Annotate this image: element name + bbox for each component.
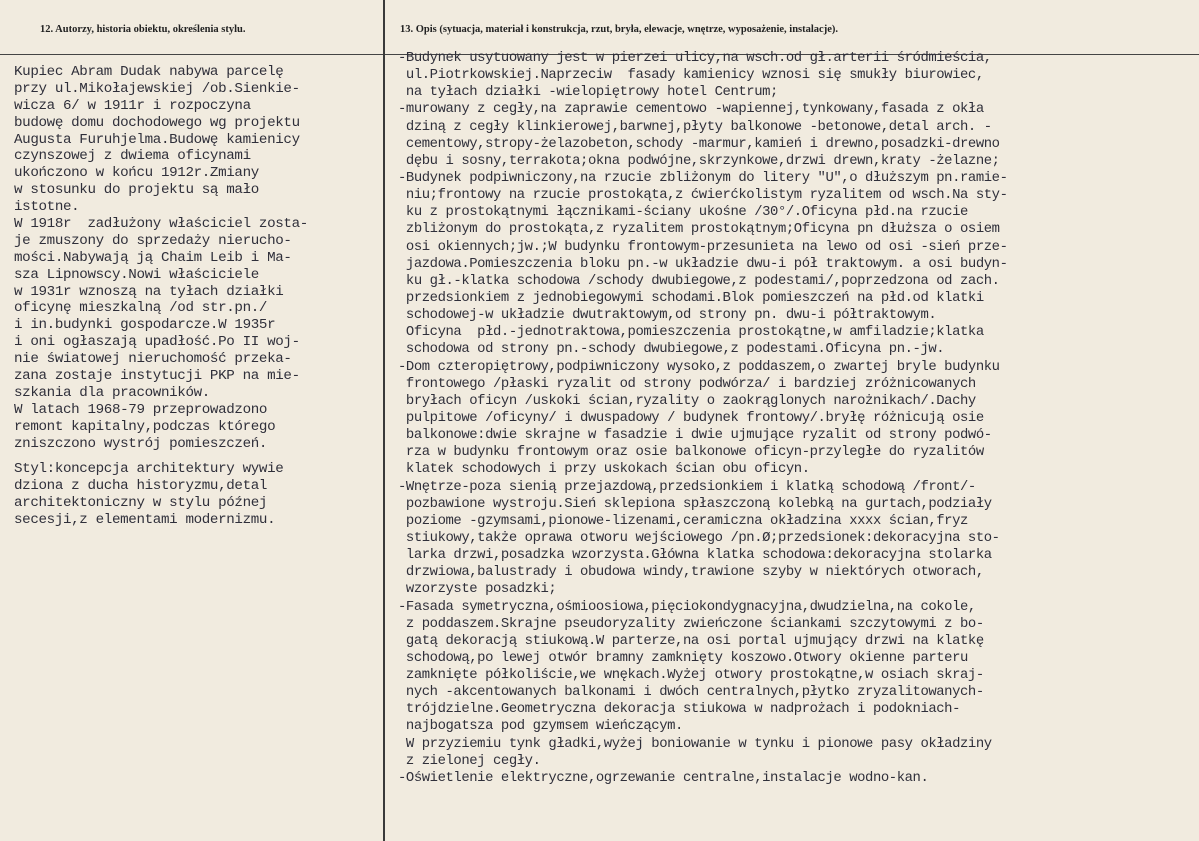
text-line: zana zostaje instytucji PKP na mie- (14, 368, 300, 385)
text-line: w stosunku do projektu są mało (14, 182, 259, 199)
text-line: poziome -gzymsami,pionowe-lizenami,ceramiczna okładzina xxxx ścian,fryz (398, 512, 968, 529)
text-line: -Wnętrze-poza sienią przejazdową,przedsionkiem i klatką schodową /front/- (398, 478, 976, 495)
text-line: nych -akcentowanych balkonami i dwóch centralnych,płytko zryzalitowanych- (398, 684, 984, 701)
style-text (14, 461, 384, 529)
text-line: dębu i sosny,terrakota;okna podwójne,skrzynkowe,drzwi drewn,kraty -żelazne; (398, 152, 1000, 169)
text-line: -Budynek podpiwniczony,na rzucie zbliżonym do litery "U",o dłuższym pn.ramie- (398, 169, 1008, 186)
text-line: klatek schodowych i przy uskokach ścian obu oficyn. (398, 461, 810, 478)
text-line: istotne. (14, 199, 80, 216)
text-line: przy ul.Mikołajewskiej /ob.Sienkie- (14, 80, 300, 97)
text-line: Kupiec Abram Dudak nabywa parcelę (14, 64, 284, 80)
text-line: frontowego /płaski ryzalit od strony podwórza/ i bardziej zróżnicowanych (398, 375, 976, 392)
text-line: zamknięte półkoliście,we wnękach.Wyżej otwory prostokątne,w osiach skraj- (398, 667, 984, 684)
text-line: szkania dla pracowników. (14, 384, 210, 401)
text-line: gatą dekoracją stiukową.W parterze,na osi portal ujmujący drzwi na klatkę (398, 632, 984, 649)
text-line: W 1918r zadłużony właściciel zosta- (14, 216, 308, 233)
text-line: rza w budynku frontowym oraz osie balkonowe oficyn-przyległe do ryzalitów (398, 444, 984, 461)
text-line: najbogatsza pod gzymsem wieńczącym. (398, 718, 683, 735)
text-line: W przyziemiu tynk gładki,wyżej boniowanie w tynku i pionowe pasy okładziny (398, 735, 992, 752)
text-line: z zielonej cegły. (398, 752, 541, 769)
text-line: dziona z ducha historyzmu,detal (14, 478, 268, 495)
text-line: je zmuszony do sprzedaży nierucho- (14, 232, 292, 249)
text-line: mości.Nabywają ją Chaim Leib i Ma- (14, 249, 292, 266)
text-line: ul.Piotrkowskiej.Naprzeciw fasady kamienicy wznosi się smukły biurowiec, (398, 67, 984, 84)
text-line: i in.budynki gospodarcze.W 1935r (14, 317, 276, 334)
description-column (398, 50, 1193, 787)
text-line: przedsionkiem z jednobiegowymi schodami.Blok pomieszczeń na płd.od klatki (398, 289, 984, 306)
text-line: z poddaszem.Skrajne pseudoryzality zwieńczone ściankami szczytowymi z bo- (398, 615, 984, 632)
text-line: nie światowej nieruchomość przeka- (14, 351, 292, 368)
text-line: Oficyna płd.-jednotraktowa,pomieszczenia prostokątne,w amfiladzie;klatka (398, 324, 984, 341)
text-line: schodowej-w układzie dwutraktowym,od strony pn. dwu-i półtraktowym. (398, 307, 937, 324)
text-line: ukończono w końcu 1912r.Zmiany (14, 165, 259, 182)
text-line: -Fasada symetryczna,ośmioosiowa,pięciokondygnacyjna,dwudzielna,na cokole, (398, 598, 976, 615)
text-line: -Dom czteropiętrowy,podpiwniczony wysoko,z poddaszem,o zwartej bryle budynku (398, 358, 1000, 375)
text-line: w 1931r wznoszą na tyłach działki (14, 283, 284, 300)
text-line: W latach 1968-79 przeprowadzono (14, 401, 268, 418)
text-line: budowę domu dochodowego wg projektu (14, 114, 300, 131)
text-line: na tyłach działki -wielopiętrowy hotel Centrum; (398, 84, 778, 101)
paragraph-gap (14, 452, 384, 461)
text-line: remont kapitalny,podczas którego (14, 418, 276, 435)
text-line: Augusta Furuhjelma.Budowę kamienicy (14, 131, 300, 148)
text-line: stiukowy,także oprawa otworu wejściowego /pn.Ø;przedsionek:dekoracyjna sto- (398, 529, 1000, 546)
history-text (14, 64, 384, 452)
text-line: -Oświetlenie elektryczne,ogrzewanie centralne,instalacje wodno-kan. (398, 769, 929, 786)
text-line: cementowy,stropy-żelazobeton,schody -marmur,kamień i drewno,posadzki-drewno (398, 135, 1000, 152)
text-line: trójdzielne.Geometryczna dekoracja stiukowa w nadprożach i podokniach- (398, 701, 961, 718)
text-line: oficynę mieszkalną /od str.pn./ (14, 300, 268, 317)
text-line: ku z prostokątnymi łącznikami-ściany ukośne /30°/.Oficyna płd.na rzucie (398, 204, 968, 221)
text-line: schodowa od strony pn.-schody dwubiegowe,z podestami.Oficyna pn.-jw. (398, 341, 945, 358)
text-line: niu;frontowy na rzucie prostokąta,z ćwierćkolistym ryzalitem od wsch.Na sty- (398, 187, 1008, 204)
text-line: czynszowej z dwiema oficynami (14, 148, 251, 165)
text-line: zniszczono wystrój pomieszczeń. (14, 435, 268, 452)
text-line: wicza 6/ w 1911r i rozpoczyna (14, 97, 251, 114)
text-line: bryłach oficyn /uskoki ścian,ryzality o zaokrąglonych narożnikach/.Dachy (398, 392, 976, 409)
text-line: pulpitowe /oficyny/ i dwuspadowy / budynek frontowy/.bryłę różnicują osie (398, 409, 984, 426)
section-13-heading: 13. Opis (sytuacja, materiał i konstrukcja, rzut, bryła, elewacje, wnętrze, wyposażenie, instalacje). (400, 24, 839, 35)
text-line: schodową,po lewej otwór bramny zamknięty koszowo.Otwory okienne parteru (398, 649, 968, 666)
text-line: -murowany z cegły,na zaprawie cementowo -wapiennej,tynkowany,fasada z okła (398, 101, 984, 118)
text-line: pozbawione wystroju.Sień sklepiona spłaszczoną kolebką na gurtach,podziały (398, 495, 992, 512)
text-line: zbliżonym do prostokąta,z ryzalitem prostokątnym;Oficyna pn dłuższa o osiem (398, 221, 1000, 238)
text-line: jazdowa.Pomieszczenia bloku pn.-w układzie dwu-i pół traktowym. a osi budyn- (398, 255, 1008, 272)
history-column (14, 64, 384, 529)
text-line: dziną z cegły klinkierowej,barwnej,płyty balkonowe -betonowe,detal arch. - (398, 118, 992, 135)
text-line: secesji,z elementami modernizmu. (14, 512, 276, 529)
text-line: balkonowe:dwie skrajne w fasadzie i dwie ujmujące ryzalit od strony podwó- (398, 427, 992, 444)
section-12-heading: 12. Autorzy, historia obiektu, określenia stylu. (40, 24, 246, 35)
text-line: ku gł.-klatka schodowa /schody dwubiegowe,z podestami/,poprzedzona od zach. (398, 272, 1000, 289)
text-line: sza Lipnowscy.Nowi właściciele (14, 266, 259, 283)
text-line: i oni ogłaszają upadłość.Po II woj- (14, 334, 300, 351)
text-line: drzwiowa,balustrady i obudowa windy,trawione szyby w niektórych otworach, (398, 564, 984, 581)
text-line: Styl:koncepcja architektury wywie (14, 461, 284, 478)
text-line: architektoniczny w stylu późnej (14, 495, 268, 512)
text-line: osi okiennych;jw.;W budynku frontowym-przesunieta na lewo od osi -sień prze- (398, 238, 1008, 255)
text-line: -Budynek usytuowany jest w pierzei ulicy,na wsch.od gł.arterii śródmieścia, (398, 50, 992, 66)
text-line: wzorzyste posadzki; (398, 581, 557, 598)
text-line: larka drzwi,posadzka wzorzysta.Główna klatka schodowa:dekoracyjna stolarka (398, 547, 992, 564)
